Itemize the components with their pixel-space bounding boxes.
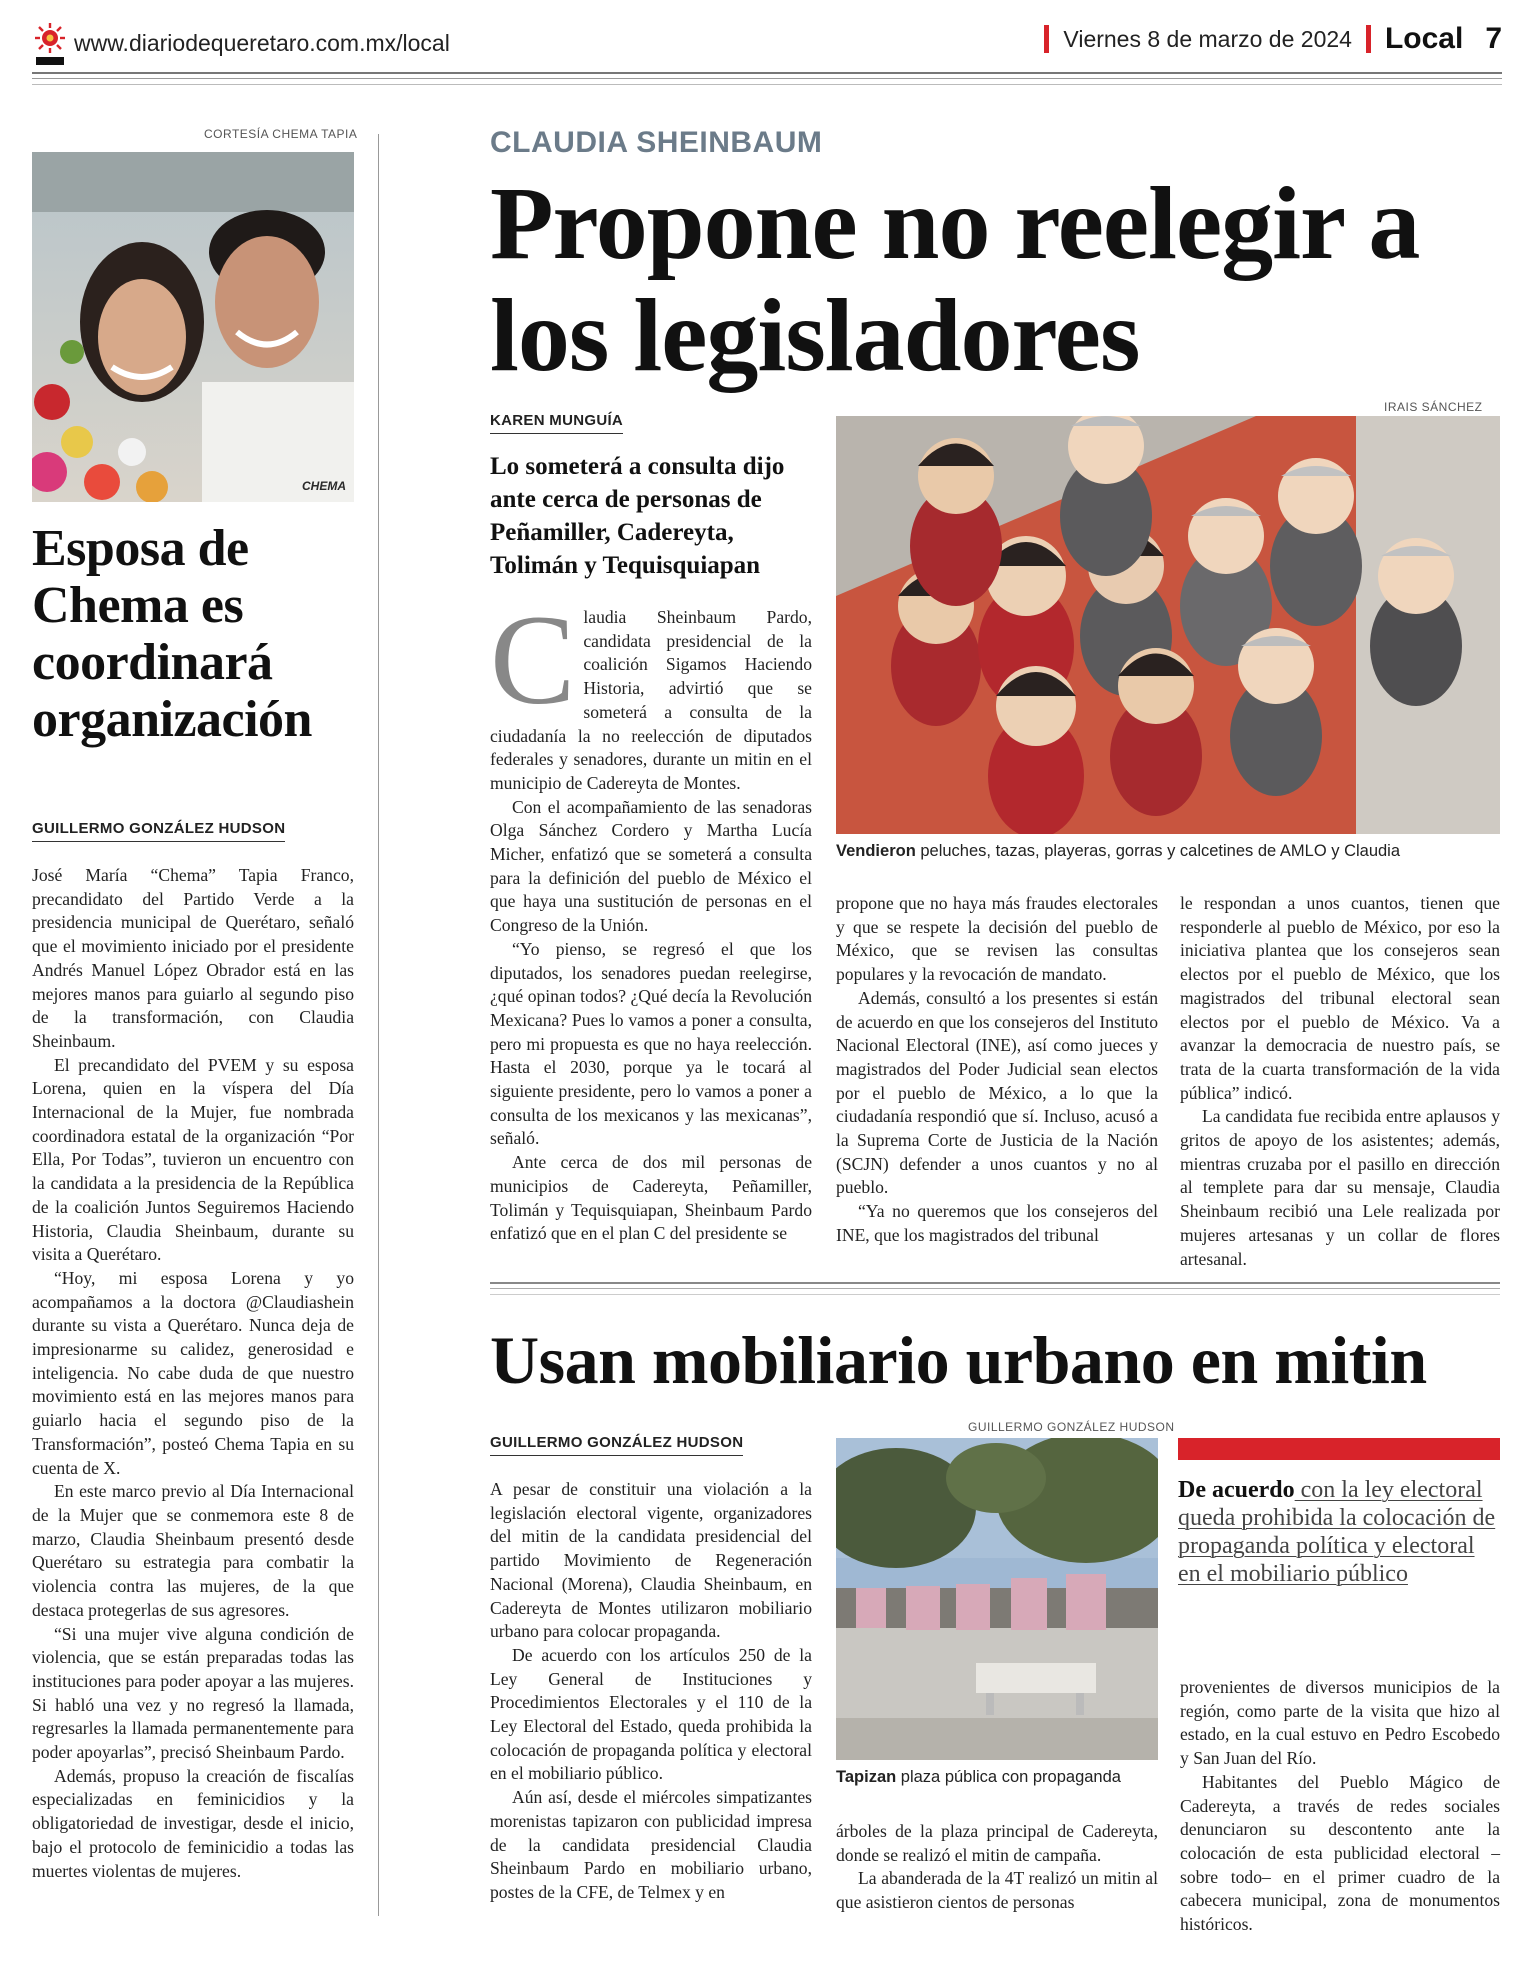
header-rule	[32, 78, 1502, 79]
site-url[interactable]: www.diariodequeretaro.com.mx/local	[74, 30, 450, 56]
paragraph: árboles de la plaza principal de Cadereyta, donde se realizó el mitin de campaña.	[836, 1821, 1158, 1865]
photo-caption	[836, 842, 1500, 861]
paragraph: Además, propuso la creación de fiscalías especializadas en feminicidios y la obligatoriedad de investigar, desde el inicio, bajo el protocolo de feminicidio a todas las muertes violentas de mujeres.	[32, 1765, 354, 1881]
article-separator	[490, 1282, 1500, 1284]
main-kicker: CLAUDIA SHEINBAUM	[490, 126, 823, 159]
photo-credit: GUILLERMO GONZÁLEZ HUDSON	[968, 1420, 1175, 1434]
header-rule	[32, 72, 1502, 74]
photo-caption	[836, 1768, 1158, 1787]
main-column-3	[1180, 892, 1500, 1271]
svg-text:CHEMA: CHEMA	[302, 479, 346, 493]
issue-date: Viernes 8 de marzo de 2024	[1063, 25, 1352, 52]
paragraph: le respondan a unos cuantos, tienen que responderle al pueblo de México, por eso la iniciativa plantea que los consejeros sean electos por el pueblo de México, que los magistrados del tribunal electoral sean electos por el pueblo de México. Va a avanzar la democracia de nuestro país, se trata de la cuarta transformación de la vida pública” indicó.	[1180, 893, 1500, 1103]
main-column-1	[490, 589, 812, 1246]
paragraph: La abanderada de la 4T realizó un mitin al que asistieron cientos de personas	[836, 1868, 1158, 1913]
main-byline: KAREN MUNGUÍA	[490, 412, 623, 434]
caption-lead: Tapizan	[836, 1768, 897, 1786]
section-name: Local	[1384, 22, 1464, 55]
article-photo-selfie	[32, 152, 354, 502]
article-photo-plaza	[836, 1438, 1158, 1760]
left-article-body	[32, 864, 354, 1883]
pullquote-lead: De acuerdo	[1178, 1477, 1295, 1503]
second-byline: GUILLERMO GONZÁLEZ HUDSON	[490, 1434, 743, 1456]
header-rule	[32, 84, 1502, 85]
paragraph: Con el acompañamiento de las senadoras Olga Sánchez Cordero y Martha Lucía Micher, enfatizó que se someterá a consulta para la definición del pueblo de México el que haya una sustitución de personas en el Congreso de la Unión.	[490, 796, 812, 936]
paragraph: “Ya no queremos que los consejeros del INE, que los magistrados del tribunal	[836, 1201, 1158, 1245]
second-headline: Usan mobiliario urbano en mitin	[490, 1322, 1427, 1398]
article-photo-plush-toys	[836, 416, 1500, 834]
main-deck: Lo someterá a consulta dijo ante cerca de personas de Peñamiller, Cadereyta, Tolimán y Tequisquiapan	[490, 453, 785, 579]
page-number: 7	[1485, 22, 1502, 55]
paragraph: El precandidato del PVEM y su esposa Lorena, quien en la víspera del Día Internacional de la Mujer, fue nombrada coordinadora estatal de la organización “Por Ella, Por Todas”, tuvieron un encuentro con la candidata a la presidencia de la República de la coalición Juntos Seguiremos Haciendo Historia, Claudia Sheinbaum, durante su visita a Querétaro.	[32, 1054, 354, 1265]
paragraph: “Yo pienso, se regresó el que los diputados, los senadores puedan reelegirse, ¿qué opinan todos? ¿Qué decía la Revolución Mexicana? Pues lo vamos a poner a consulta, pero mi propuesta es que no haya reelección. Hasta el 2030, porque ya le tocará al siguiente presidente, pero lo vamos a poner a consulta de los mexicanos y las mexicanas”, señaló.	[490, 938, 812, 1149]
caption-text: plaza pública con propaganda	[896, 1768, 1121, 1786]
paragraph: En este marco previo al Día Internacional de la Mujer que se conmemora este 8 de marzo, Claudia Sheinbaum presentó desde Querétaro su estrategia para combatir la violencia contra las mujeres, de la que destaca protegerlas de sus agresores.	[32, 1481, 354, 1620]
main-headline: Propone no reelegir a los legisladores	[490, 166, 1420, 393]
second-column-2	[836, 1820, 1158, 1915]
paragraph: Ante cerca de dos mil personas de municipios de Cadereyta, Peñamiller, Tolimán y Tequisquiapan, Sheinbaum Pardo enfatizó que en el plan C del presidente se	[490, 1152, 812, 1244]
main-column-2	[836, 892, 1158, 1248]
left-headline: Esposa de Chema es coordinará organización	[32, 520, 312, 748]
header-divider	[1366, 25, 1371, 53]
pullquote	[1178, 1476, 1500, 1588]
photo-credit: CORTESÍA CHEMA TAPIA	[204, 127, 358, 141]
dropcap: C	[490, 589, 576, 731]
pullquote-text: con la ley electoral queda prohibida la colocación de propaganda política y electoral en el mobiliario público	[1178, 1477, 1496, 1587]
lead-paragraph	[490, 589, 812, 796]
page-header	[32, 18, 1502, 64]
paragraph: A pesar de constituir una violación a la legislación electoral vigente, organizadores del mitin de la candidata presidencial del partido Movimiento de Regeneración Nacional (Morena), Claudia Sheinbaum, en Cadereyta de Montes utilizaron mobiliario urbano para colocar propaganda.	[490, 1479, 812, 1642]
photo-credit: IRAIS SÁNCHEZ	[1384, 400, 1483, 414]
header-meta	[1030, 22, 1502, 56]
paragraph: De acuerdo con los artículos 250 de la Ley General de Instituciones y Procedimientos Electorales y el 110 de la Ley Electoral del Estado, queda prohibida la colocación de propaganda política y electoral en el mobiliario público.	[490, 1644, 812, 1784]
paragraph: Aún así, desde el miércoles simpatizantes morenistas tapizaron con publicidad impresa de la candidata presidencial Claudia Sheinbaum Pardo en mobiliario urbano, postes de la CFE, de Telmex y en	[490, 1787, 812, 1902]
paragraph: propone que no haya más fraudes electorales y que se respete la decisión del pueblo de México, que se revisen las consultas populares y la revocación de mandato.	[836, 893, 1158, 985]
caption-lead: Vendieron	[836, 842, 916, 860]
header-divider	[1044, 25, 1049, 53]
paragraph: “Hoy, mi esposa Lorena y yo acompañamos a la doctora @Claudiashein durante su vista a Querétaro. Nunca deja de impresionarme su calidez, generosidad e inteligencia. No cabe duda de que nuestro movimiento está en las mejores manos para guiarlo hacia el segundo piso de la Transformación”, posteó Chema Tapia en su cuenta de X.	[32, 1267, 354, 1478]
paragraph: provenientes de diversos municipios de la región, como parte de la visita que hizo al estado, en la cual estuvo en Pedro Escobedo y San Juan del Río.	[1180, 1677, 1500, 1769]
paragraph: La candidata fue recibida entre aplausos y gritos de apoyo de los asistentes; además, mientras cruzaba por el pasillo en dirección al templete para dar su mensaje, Claudia Sheinbaum recibió una Lele realizada por mujeres artesanas y un collar de flores artesanal.	[1180, 1106, 1500, 1269]
paragraph: Habitantes del Pueblo Mágico de Cadereyta, a través de redes sociales denunciaron su descontento ante la colocación de esta publicidad electoral –sobre todo– en el primer cuadro de la cabecera municipal, zona de monumentos históricos.	[1180, 1771, 1500, 1935]
article-separator	[490, 1288, 1500, 1289]
second-column-1	[490, 1478, 812, 1905]
article-separator	[490, 1294, 1500, 1295]
pullquote-accent-bar	[1178, 1438, 1500, 1460]
oem-sun-logo-icon	[32, 22, 68, 66]
left-byline: GUILLERMO GONZÁLEZ HUDSON	[32, 820, 285, 842]
column-divider	[378, 134, 379, 1916]
lead-text: laudia Sheinbaum Pardo, candidata presidencial de la coalición Sigamos Haciendo Historia, advirtió que se someterá a consulta de la ciudadanía la no reelección de diputados federales y senadores, durante un mitin en el municipio de Cadereyta de Montes.	[490, 607, 812, 793]
caption-text: peluches, tazas, playeras, gorras y calcetines de AMLO y Claudia	[915, 842, 1401, 860]
second-column-3	[1180, 1676, 1500, 1937]
paragraph: Además, consultó a los presentes si están de acuerdo en que los consejeros del Instituto Nacional Electoral (INE), así como jueces y magistrados del Poder Judicial sean electos por el pueblo de México, a lo que la ciudadanía respondió que sí. Incluso, acusó a la Suprema Corte de Justicia de la Nación (SCJN) defender a unos cuantos y no al pueblo.	[836, 987, 1158, 1198]
paragraph: José María “Chema” Tapia Franco, precandidato del Partido Verde a la presidencia municipal de Querétaro, señaló que el movimiento iniciado por el presidente Andrés Manuel López Obrador está en las mejores manos para guiarlo al segundo piso de la transformación, con Claudia Sheinbaum.	[32, 865, 354, 1051]
paragraph: “Si una mujer vive alguna condición de violencia, que se están preparadas todas las instituciones para poder apoyar a las mujeres. Si habló una vez y no regresó la llamada, regresarles la llamada permanentemente para poder apoyarlas”, precisó Sheinbaum Pardo.	[32, 1623, 354, 1763]
